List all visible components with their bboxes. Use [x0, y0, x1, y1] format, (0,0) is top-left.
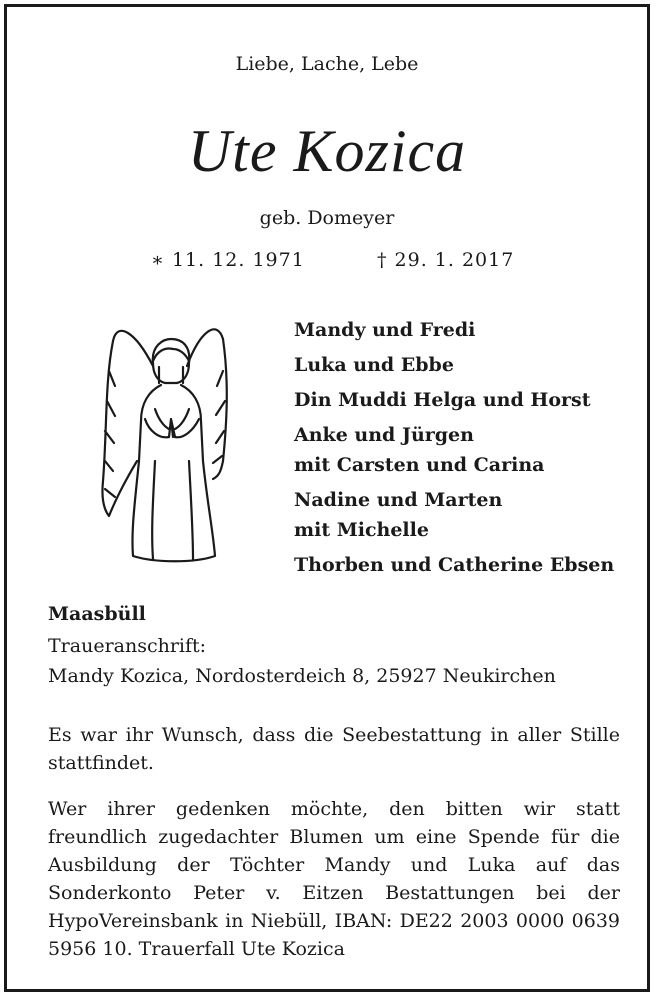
wish-paragraph: Es war ihr Wunsch, dass die Seebestattung in aller Stille stattfindet.	[48, 724, 620, 774]
mourner-entry: Anke und Jürgen mit Carsten und Carina	[294, 424, 545, 476]
mourner-entry: Mandy und Fredi	[294, 319, 476, 341]
deceased-name: Ute Kozica	[187, 118, 467, 184]
mourner-entry: Thorben und Catherine Ebsen	[294, 554, 615, 576]
mourner-entry: Luka und Ebbe	[294, 354, 454, 376]
birth-date: ∗ 11. 12. 1971	[151, 249, 305, 271]
address-label: Traueranschrift:	[48, 635, 207, 657]
mourning-address: Mandy Kozica, Nordosterdeich 8, 25927 Neukirchen	[48, 665, 556, 687]
mourner-entry: Din Muddi Helga und Horst	[294, 389, 591, 411]
motto: Liebe, Lache, Lebe	[235, 53, 419, 75]
mourners-list	[294, 315, 634, 585]
death-date: † 29. 1. 2017	[377, 249, 515, 271]
obituary-notice	[4, 4, 650, 992]
donation-paragraph: Wer ihrer gedenken möchte, den bitten wir statt freundlich zugedachter Blumen um eine Spende für die Ausbildung der Töchter Mandy und Luka auf das Sonderkonto Peter v. Eitzen Bestattungen bei der HypoVereinsbank in Niebüll, IBAN: DE22 2003 0000 0639 5956 10. Trauerfall Ute Kozica	[48, 798, 620, 960]
angel-icon	[95, 311, 245, 571]
mourner-entry: Nadine und Marten mit Michelle	[294, 489, 503, 541]
place: Maasbüll	[48, 603, 146, 625]
maiden-name: geb. Domeyer	[259, 207, 395, 229]
